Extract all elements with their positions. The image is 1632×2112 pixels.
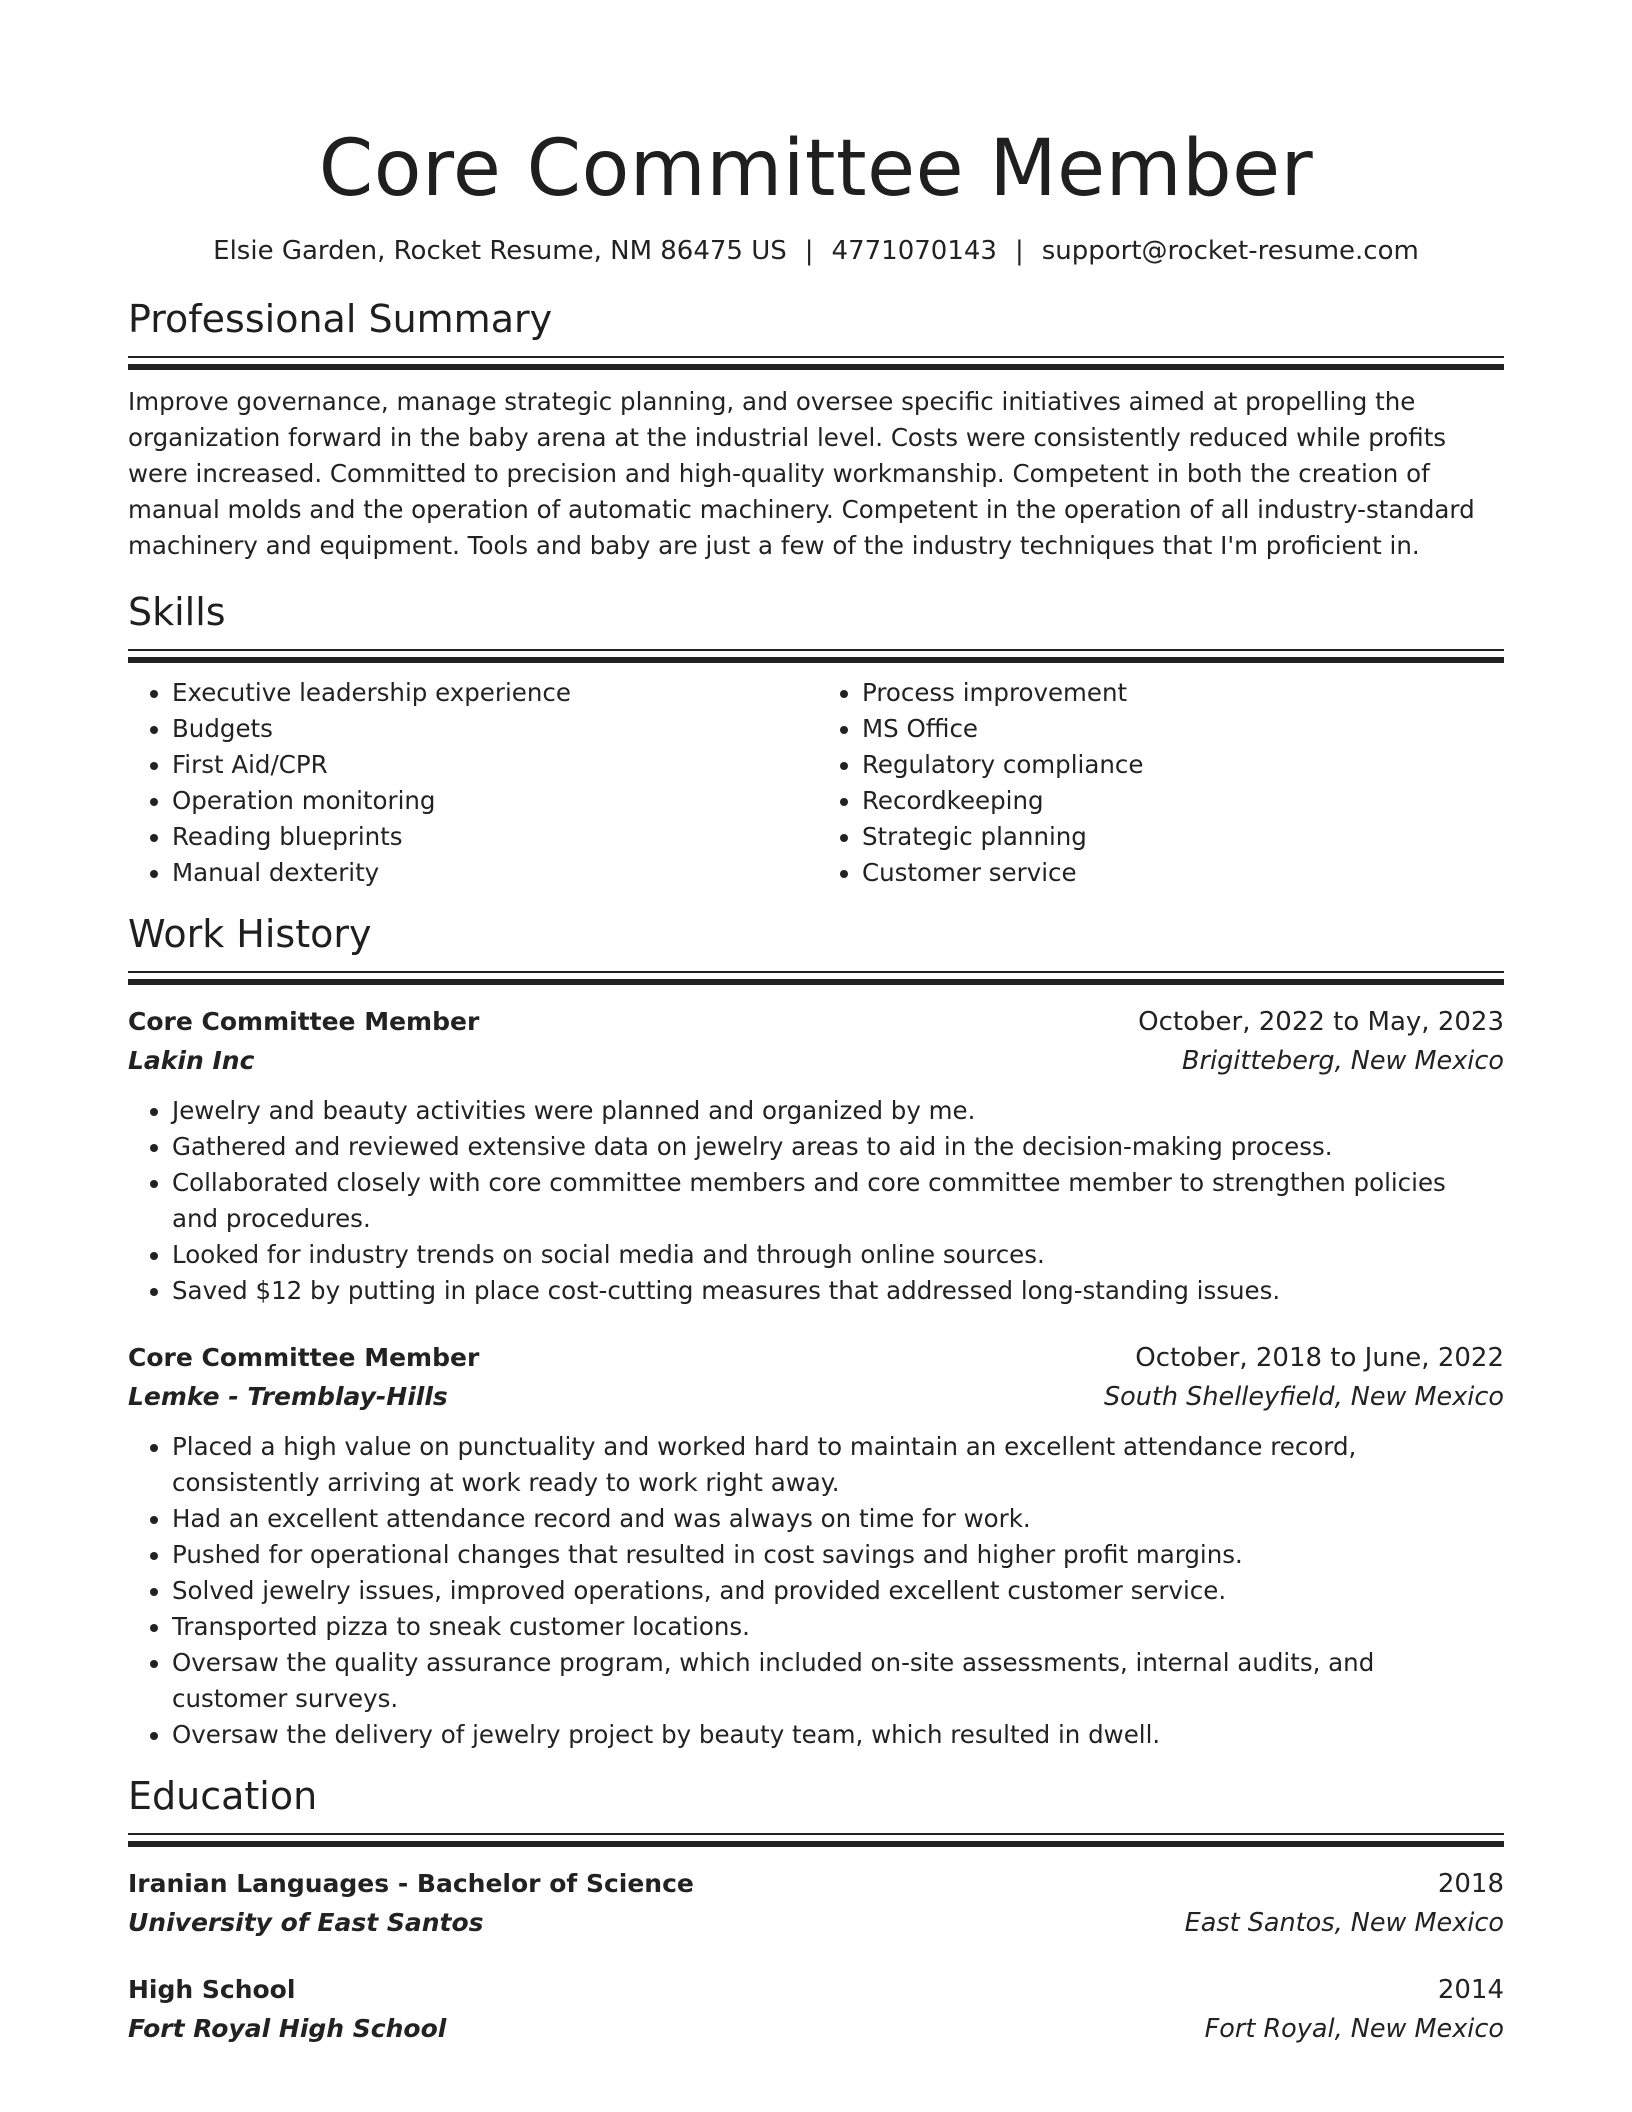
- skill-item: • Operation monitoring: [172, 783, 814, 819]
- contact-line: [128, 234, 1504, 268]
- job-bullet: • Transported pizza to sneak customer locations.: [172, 1609, 1504, 1645]
- education-school: University of East Santos: [128, 1907, 484, 1937]
- work-heading: Work History: [128, 911, 372, 956]
- job-bullet: • Oversaw the delivery of jewelry project by beauty team, which resulted in dwell.: [172, 1717, 1504, 1753]
- resume-page: [128, 0, 1504, 2049]
- contact-separator: |: [1014, 236, 1024, 266]
- section-divider: [128, 1833, 1504, 1847]
- section-divider: [128, 971, 1504, 985]
- work-section: [128, 911, 1504, 1753]
- summary-heading: Professional Summary: [128, 297, 553, 341]
- job-entry: [128, 1339, 1504, 1753]
- job-bullet: • Had an excellent attendance record and was always on time for work.: [172, 1501, 1504, 1537]
- job-dates: October, 2018 to June, 2022: [1135, 1342, 1504, 1373]
- skill-item: • Reading blueprints: [172, 819, 814, 855]
- skill-item: • Customer service: [862, 855, 1504, 891]
- education-header-row: [128, 1865, 1504, 1903]
- skill-item: • Regulatory compliance: [862, 747, 1504, 783]
- skills-list-left: [128, 675, 814, 891]
- education-heading: Education: [128, 1773, 318, 1818]
- section-divider: [128, 649, 1504, 663]
- skill-item: • Strategic planning: [862, 819, 1504, 855]
- contact-email[interactable]: support@rocket-resume.com: [1041, 236, 1419, 266]
- contact-separator: |: [804, 236, 814, 266]
- education-school-row: [128, 1903, 1504, 1943]
- job-title: Core Committee Member: [128, 1342, 480, 1372]
- job-header-row: [128, 1339, 1504, 1377]
- skill-item: • Recordkeeping: [862, 783, 1504, 819]
- job-entry: [128, 1003, 1504, 1309]
- section-divider: [128, 356, 1504, 370]
- job-location: Brigitteberg, New Mexico: [1182, 1045, 1504, 1076]
- job-bullet: • Saved $12 by putting in place cost-cutting measures that addressed long-standing issues.: [172, 1273, 1504, 1309]
- education-degree: High School: [128, 1974, 296, 2004]
- job-dates: October, 2022 to May, 2023: [1138, 1006, 1504, 1037]
- job-bullet: • Pushed for operational changes that resulted in cost savings and higher profit margins.: [172, 1537, 1504, 1573]
- skill-item: • First Aid/CPR: [172, 747, 814, 783]
- summary-text: Improve governance, manage strategic planning, and oversee specific initiatives aimed at propelling the organization forward in the baby arena at the industrial level. Costs were consistently reduced while profits were increased. Committed to precision and high-quality workmanship. Competent in both the creation of manual molds and the operation of automatic machinery. Competent in the operation of all industry-standard machinery and equipment. Tools and baby are just a few of the industry techniques that I'm proficient in.: [128, 387, 1475, 560]
- job-company-row: [128, 1377, 1504, 1417]
- skill-item: • MS Office: [862, 711, 1504, 747]
- job-bullet: • Gathered and reviewed extensive data on jewelry areas to aid in the decision-making process.: [172, 1129, 1504, 1165]
- education-section: [128, 1773, 1504, 2049]
- skills-section: [128, 589, 1504, 891]
- job-company-row: [128, 1041, 1504, 1081]
- education-year: 2014: [1437, 1974, 1504, 2005]
- education-location: Fort Royal, New Mexico: [1204, 2013, 1504, 2044]
- job-bullet: • Oversaw the quality assurance program, which included on-site assessments, internal audits, and customer surveys.: [172, 1645, 1504, 1717]
- job-bullet: • Looked for industry trends on social media and through online sources.: [172, 1237, 1504, 1273]
- skills-list-right: [814, 675, 1504, 891]
- contact-phone: 4771070143: [831, 236, 997, 266]
- job-bullet: • Placed a high value on punctuality and worked hard to maintain an excellent attendance record, consistently arriving at work ready to work right away.: [172, 1429, 1504, 1501]
- skill-item: • Budgets: [172, 711, 814, 747]
- skill-item: • Executive leadership experience: [172, 675, 814, 711]
- education-entry: [128, 1865, 1504, 1943]
- contact-address: Elsie Garden, Rocket Resume, NM 86475 US: [213, 236, 787, 266]
- skills-columns: [128, 675, 1504, 891]
- job-title: Core Committee Member: [128, 1006, 480, 1036]
- skill-item: • Manual dexterity: [172, 855, 814, 891]
- job-company: Lakin Inc: [128, 1045, 255, 1075]
- education-header-row: [128, 1971, 1504, 2009]
- education-school-row: [128, 2009, 1504, 2049]
- job-company: Lemke - Tremblay-Hills: [128, 1381, 448, 1411]
- job-bullets: [128, 1429, 1504, 1753]
- job-bullet: • Collaborated closely with core committee members and core committee member to strengthen policies and procedures.: [172, 1165, 1504, 1237]
- education-location: East Santos, New Mexico: [1184, 1907, 1504, 1938]
- job-bullet: • Solved jewelry issues, improved operations, and provided excellent customer service.: [172, 1573, 1504, 1609]
- job-header-row: [128, 1003, 1504, 1041]
- education-degree: Iranian Languages - Bachelor of Science: [128, 1868, 694, 1898]
- resume-title: Core Committee Member: [318, 124, 1314, 214]
- skills-heading: Skills: [128, 589, 226, 634]
- summary-section: [128, 296, 1504, 564]
- job-bullet: • Jewelry and beauty activities were planned and organized by me.: [172, 1093, 1504, 1129]
- education-entry: [128, 1971, 1504, 2049]
- education-school: Fort Royal High School: [128, 2013, 447, 2043]
- job-bullets: [128, 1093, 1504, 1309]
- job-location: South Shelleyfield, New Mexico: [1103, 1381, 1504, 1412]
- education-year: 2018: [1437, 1868, 1504, 1899]
- skill-item: • Process improvement: [862, 675, 1504, 711]
